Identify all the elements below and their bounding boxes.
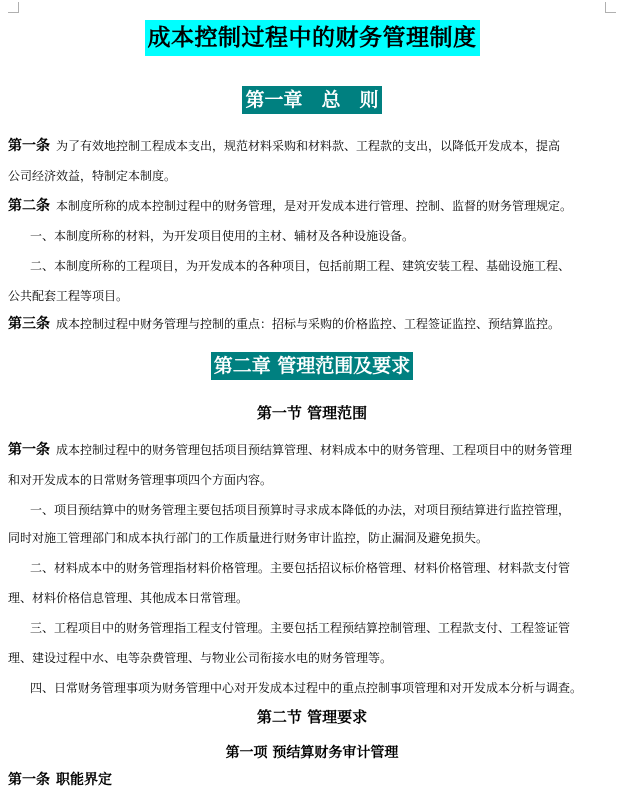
last-article — [8, 772, 118, 788]
article-label: 第一条 — [8, 442, 50, 458]
chapter-2-heading: 第二章 管理范围及要求 — [211, 352, 414, 380]
section-2-heading: 第二节 管理要求 — [256, 708, 368, 726]
article-label: 第一条 — [8, 772, 50, 788]
article-text: 成本控制过程中财务管理与控制的重点：招标与采购的价格监控、工程签证监控、预结算监控。 — [56, 317, 561, 331]
ch1-paragraph-2-line-2: 公共配套工程等项目。 — [8, 289, 129, 303]
s1-paragraph-1-line-2: 同时对施工管理部门和成本执行部门的工作质量进行财务审计监控，防止漏洞及避免损失。 — [8, 531, 489, 545]
chapter-1-heading: 第一章 总 则 — [242, 86, 381, 114]
article-label: 第三条 — [8, 316, 50, 332]
article-label: 第一条 — [8, 138, 50, 154]
s1-paragraph-4: 四、日常财务管理事项为财务管理中心对开发成本过程中的重点控制事项管理和对开发成本分析与调查。 — [30, 681, 583, 695]
ch1-article-3 — [8, 316, 560, 332]
s1-paragraph-2-line-2: 理、材料价格信息管理、其他成本日常管理。 — [8, 591, 249, 605]
page-corner-mark-left — [8, 2, 19, 13]
s1-paragraph-2-line-1: 二、材料成本中的财务管理指材料价格管理。主要包括招议标价格管理、材料价格管理、材料款支付管 — [30, 561, 571, 575]
article-heading-text: 职能界定 — [56, 772, 112, 788]
item-1-heading: 第一项 预结算财务审计管理 — [225, 745, 399, 761]
chapter-2-block — [0, 352, 624, 380]
page-corner-mark-right — [605, 2, 616, 13]
section-1-heading: 第一节 管理范围 — [256, 404, 368, 422]
s1-article-1-line-2: 和对开发成本的日常财务管理事项四个方面内容。 — [8, 473, 273, 487]
ch1-article-2 — [8, 198, 572, 214]
article-text: 本制度所称的成本控制过程中的财务管理，是对开发成本进行管理、控制、监督的财务管理规定。 — [56, 199, 573, 213]
chapter-1-block — [0, 86, 624, 114]
s1-paragraph-3-line-1: 三、工程项目中的财务管理指工程支付管理。主要包括工程预结算控制管理、工程款支付、工程签证管 — [30, 621, 571, 635]
ch1-article-1-line-2: 公司经济效益，特制定本制度。 — [8, 169, 177, 183]
s1-article-1-line-1 — [8, 442, 572, 458]
article-text: 成本控制过程中的财务管理包括项目预结算管理、材料成本中的财务管理、工程项目中的财务管理 — [56, 443, 573, 457]
s1-paragraph-1-line-1: 一、项目预结算中的财务管理主要包括项目预算时寻求成本降低的办法，对项目预结算进行监控管理， — [30, 503, 571, 517]
title-block — [0, 20, 624, 56]
article-text: 为了有效地控制工程成本支出，规范材料采购和材料款、工程款的支出，以降低开发成本，提高 — [56, 139, 561, 153]
s1-paragraph-3-line-2: 理、建设过程中水、电等杂费管理、与物业公司衔接水电的财务管理等。 — [8, 651, 393, 665]
article-label: 第二条 — [8, 198, 50, 214]
ch1-paragraph-1: 一、本制度所称的材料，为开发项目使用的主材、辅材及各种设施设备。 — [30, 229, 415, 243]
document-title: 成本控制过程中的财务管理制度 — [145, 20, 480, 56]
ch1-paragraph-2-line-1: 二、本制度所称的工程项目，为开发成本的各种项目，包括前期工程、建筑安装工程、基础设施工程、 — [30, 259, 571, 273]
ch1-article-1-line-1 — [8, 138, 560, 154]
